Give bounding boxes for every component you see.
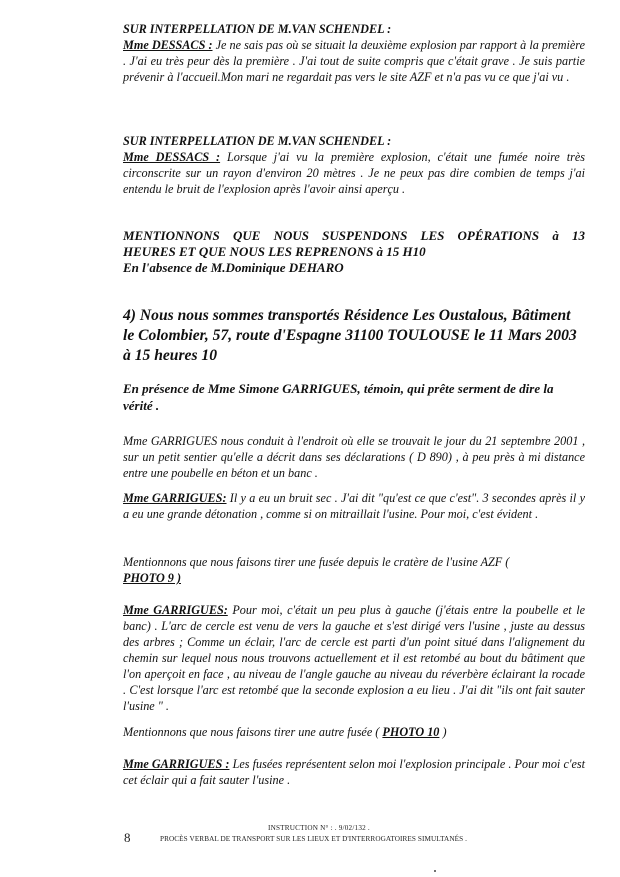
suspension-notice [123,228,585,276]
location-paragraph: Mme GARRIGUES nous conduit à l'endroit où elle se trouvait le jour du 21 septembre 2001 , sur un petit sentier qu'elle a décrit dans ses déclarations ( D 890) , à peu près à mi distance entre une poubelle en béton et un banc . [123,434,585,480]
absence-note: En l'absence de M.Dominique DEHARO [123,260,344,275]
notice-word: 13 [571,228,585,243]
interpellation-block-2 [123,133,585,197]
statement-paragraph [123,149,585,197]
speaker-label: Mme DESSACS : [123,150,221,164]
witness-oath: En présence de Mme Simone GARRIGUES, témoin, qui prête serment de dire la vérité . [123,381,554,413]
photo-reference: PHOTO 10 [382,725,440,739]
speaker-label: Mme GARRIGUES: [123,603,228,617]
notice-word: NOUS [273,228,309,243]
notice-word: à [552,228,559,243]
interpellation-header: SUR INTERPELLATION DE M.VAN SCHENDEL : [123,134,392,148]
instruction-number: INSTRUCTION N° : . 9/02/132 . [268,824,370,832]
section-title: 4) Nous nous sommes transportés Résidence Les Oustalous, Bâtiment le Colombier, 57, route d'Espagne 31100 TOULOUSE le 11 Mars 2003 à 15 heures 10 [123,307,577,364]
statement-text: Je ne sais pas où se situait la deuxième explosion par rapport à la première . J'ai eu très peur dès la première . J'ai tout de suite compris que c'était grave . Je suis partie prévenir à l'accueil.Mon mari ne regardait pas vers le site AZF et n'a pas vu ce que j'ai vu . [123,38,585,84]
statement-text: Il y a eu un bruit sec . J'ai dit "qu'est ce que c'est". 3 secondes après il y a eu une grande détonation , comme si on mitraillait l'usine. Pour moi, c'est évident . [123,491,586,521]
photo-reference: PHOTO 9 ) [123,571,181,585]
rocket-note-2 [123,724,585,740]
speaker-label: Mme DESSACS : [123,38,213,52]
statement-paragraph [123,490,585,522]
speck [434,870,436,872]
note-text: Mentionnons que nous faisons tirer une fusée depuis le cratère de l'usine AZF ( [123,555,510,569]
notice-word: OPÉRATIONS [457,228,540,243]
statement-paragraph [123,602,585,714]
interpellation-block-1 [123,21,585,85]
notice-word: LES [420,228,445,243]
speaker-label: Mme GARRIGUES: [123,491,227,505]
rocket-note-1 [123,554,585,586]
note-closing: ) [439,725,447,739]
footer-title: PROCÈS VERBAL DE TRANSPORT SUR LES LIEUX ET D'INTERROGATOIRES SIMULTANÉS . [160,835,467,843]
statement-paragraph [123,37,585,85]
notice-word: QUE [232,228,261,243]
notice-word: MENTIONNONS [123,228,220,243]
statement-text: Lorsque j'ai vu la première explosion, c'était une fumée noire très circonscrite sur un rayon d'environ 20 mètres . Je ne peux pas dire combien de temps j'ai entendu le bruit de l'explosion après l'avoir ainsi aperçu . [123,150,585,196]
statement-paragraph [123,756,585,788]
speaker-label: Mme GARRIGUES : [123,757,230,771]
notice-word: SUSPENDONS [322,228,408,243]
page-number: 8 [124,830,131,845]
statement-text: Les fusées représentent selon moi l'explosion principale . Pour moi c'est cet éclair qui a fait sauter l'usine . [123,757,585,787]
note-text: Mentionnons que nous faisons tirer une autre fusée ( [123,725,383,739]
suspension-line-2: HEURES ET QUE NOUS LES REPRENONS à 15 H10 [123,244,426,259]
statement-text: Pour moi, c'était un peu plus à gauche (j'étais entre la poubelle et le banc) . L'arc de cercle est venu de vers la gauche et s'est dirigé vers l'usine , juste au dessus des arbres ; Comme un éclair, l'arc de cercle est parti d'un point situé dans l'alignement du chemin sur lequel nous nous trouvons actuellement et il est retombé au bout du bâtiment que l'on aperçoit en face , au niveau de l'angle gauche au niveau du réverbère éclairant la rocade . C'est lorsque l'arc est retombé que la seconde explosion a eu lieu . J'ai dit "ils ont fait sauter l'usine " . [123,603,585,713]
interpellation-header: SUR INTERPELLATION DE M.VAN SCHENDEL : [123,22,392,36]
suspension-line-1 [123,228,585,244]
